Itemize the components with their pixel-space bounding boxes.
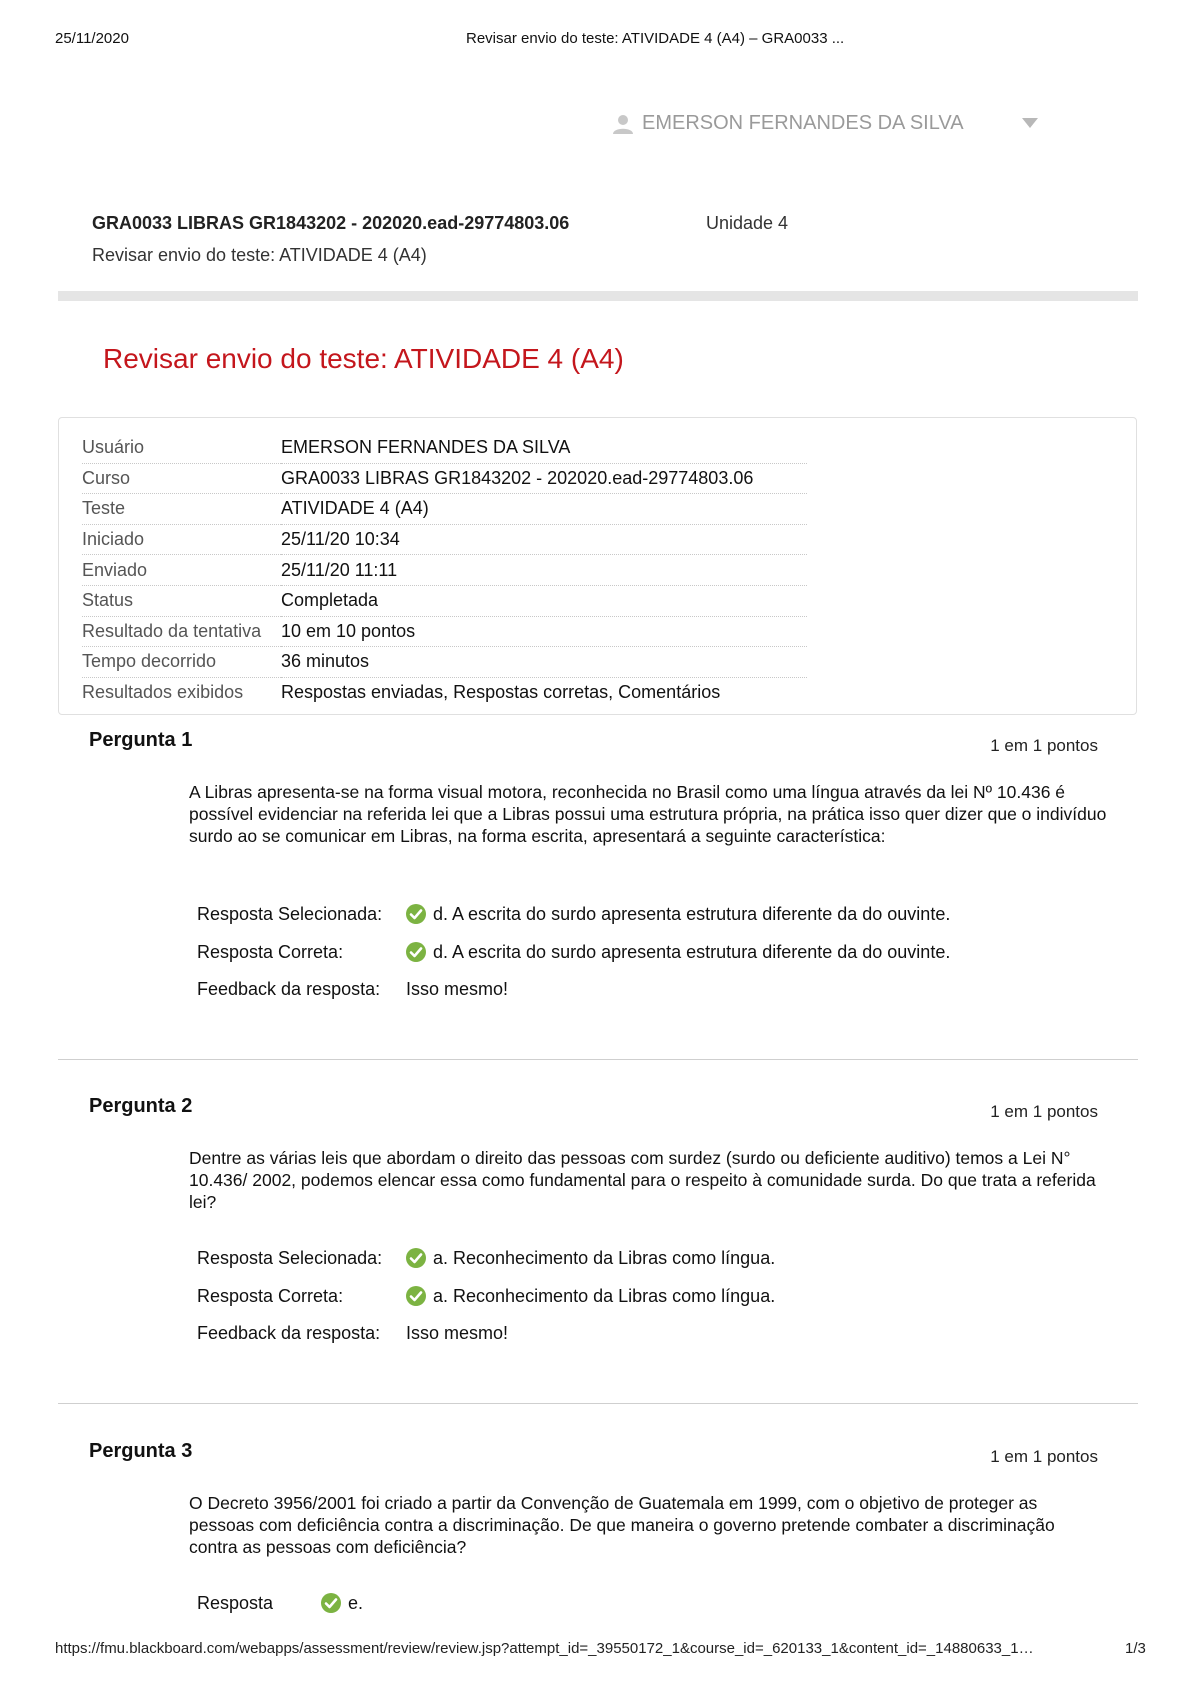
question-3-title: Pergunta 3 (89, 1440, 193, 1462)
info-label: Resultados exibidos (82, 682, 244, 703)
correct-answer-label: Resposta Correta: (197, 941, 344, 962)
question-3-points: 1 em 1 pontos (990, 1447, 1098, 1466)
info-value: 36 minutos (281, 647, 807, 678)
correct-answer-label: Resposta Correta: (197, 1285, 344, 1306)
question-2-feedback (197, 1323, 508, 1344)
info-label: Teste (82, 494, 281, 525)
info-row (82, 494, 807, 525)
question-2-correct-answer (197, 1285, 775, 1307)
info-label: Tempo decorrido (82, 647, 281, 678)
info-row (82, 433, 807, 463)
info-value: Respostas enviadas, Respostas corretas, Comentários (281, 682, 721, 703)
breadcrumb-course[interactable]: GRA0033 LIBRAS GR1843202 - 202020.ead-29774803.06 (92, 213, 570, 233)
breadcrumb-page: Revisar envio do teste: ATIVIDADE 4 (A4) (92, 245, 427, 265)
info-value: ATIVIDADE 4 (A4) (281, 494, 807, 525)
user-icon (612, 113, 634, 135)
selected-answer-text: a. Reconhecimento da Libras como língua. (433, 1247, 776, 1268)
print-date: 25/11/2020 (55, 30, 129, 47)
info-label: Iniciado (82, 524, 281, 555)
selected-answer-text: e. (348, 1592, 364, 1613)
user-name: EMERSON FERNANDES DA SILVA (642, 112, 964, 134)
feedback-label: Feedback da resposta: (197, 1323, 381, 1343)
question-1-selected-answer (197, 903, 950, 925)
info-label: Resultado da tentativa (82, 616, 281, 647)
question-1-points: 1 em 1 pontos (990, 736, 1098, 755)
info-row (82, 616, 807, 647)
question-2-text: Dentre as várias leis que abordam o direito das pessoas com surdez (surdo ou deficiente auditivo) temos a Lei N° 10.436/ 2002, podemos elencar essa como fundamental para o respeito à comunidade surda. Do que trata a referida lei? (189, 1148, 1096, 1212)
info-value: Completada (281, 585, 807, 616)
info-row (82, 647, 807, 678)
info-row (82, 555, 807, 586)
print-footer-url: https://fmu.blackboard.com/webapps/assessment/review/review.jsp?attempt_id=_39550172_1&course_id=_620133_1&content_id=_14880633_1… (55, 1640, 1034, 1657)
info-row (82, 463, 807, 494)
print-title: Revisar envio do teste: ATIVIDADE 4 (A4) – GRA0033 ... (466, 30, 845, 47)
print-page-number: 1/3 (1125, 1640, 1146, 1657)
question-2-points: 1 em 1 pontos (990, 1102, 1098, 1121)
user-menu[interactable] (612, 112, 964, 135)
info-row (82, 524, 807, 555)
feedback-text: Isso mesmo! (406, 1323, 509, 1343)
question-3-selected-answer (197, 1592, 363, 1614)
question-3-text: O Decreto 3956/2001 foi criado a partir da Convenção de Guatemala em 1999, com o objetivo de proteger as pessoas com deficiência contra a discriminação. De que maneira o governo pretende combater a discriminação contra as pessoas com deficiência? (189, 1493, 1055, 1557)
feedback-text: Isso mesmo! (406, 979, 509, 999)
chevron-down-icon[interactable] (1022, 118, 1038, 128)
header-divider (58, 291, 1138, 301)
selected-answer-label: Resposta Selecionada: (197, 1247, 383, 1268)
question-divider (58, 1403, 1138, 1404)
info-value: GRA0033 LIBRAS GR1843202 - 202020.ead-29774803.06 (281, 463, 807, 494)
correct-check-icon (320, 1592, 342, 1614)
info-label: Status (82, 585, 281, 616)
info-value: 25/11/20 11:11 (281, 555, 807, 586)
correct-check-icon (405, 941, 427, 963)
question-2-title: Pergunta 2 (89, 1095, 193, 1117)
info-row (82, 585, 807, 616)
question-2-selected-answer (197, 1247, 775, 1269)
info-row (82, 677, 807, 707)
correct-check-icon (405, 1285, 427, 1307)
page-title: Revisar envio do teste: ATIVIDADE 4 (A4) (103, 343, 624, 374)
selected-answer-label: Resposta Selecionada: (197, 903, 383, 924)
question-1-correct-answer (197, 941, 950, 963)
question-divider (58, 1059, 1138, 1060)
breadcrumb-unit[interactable]: Unidade 4 (706, 213, 789, 233)
info-label: Usuário (82, 433, 281, 463)
info-label: Enviado (82, 555, 281, 586)
correct-answer-text: d. A escrita do surdo apresenta estrutura diferente da do ouvinte. (433, 941, 951, 962)
correct-check-icon (405, 903, 427, 925)
question-1-feedback (197, 979, 508, 1000)
question-1-text: A Libras apresenta-se na forma visual motora, reconhecida no Brasil como uma língua através da lei Nº 10.436 é possível evidenciar na referida lei que a Libras possui uma estrutura própria, na prática isso quer dizer que o indivíduo surdo ao se comunicar em Libras, na forma escrita, apresentará a seguinte característica: (189, 782, 1107, 846)
info-label: Curso (82, 463, 281, 494)
info-value: 25/11/20 10:34 (281, 524, 807, 555)
info-value: EMERSON FERNANDES DA SILVA (281, 433, 807, 463)
feedback-label: Feedback da resposta: (197, 979, 381, 999)
attempt-info-table (82, 433, 807, 707)
question-1-title: Pergunta 1 (89, 729, 193, 751)
selected-answer-text: d. A escrita do surdo apresenta estrutura diferente da do ouvinte. (433, 903, 951, 924)
correct-answer-text: a. Reconhecimento da Libras como língua. (433, 1285, 776, 1306)
info-value: 10 em 10 pontos (281, 616, 807, 647)
selected-answer-label: Resposta (197, 1592, 274, 1613)
correct-check-icon (405, 1247, 427, 1269)
